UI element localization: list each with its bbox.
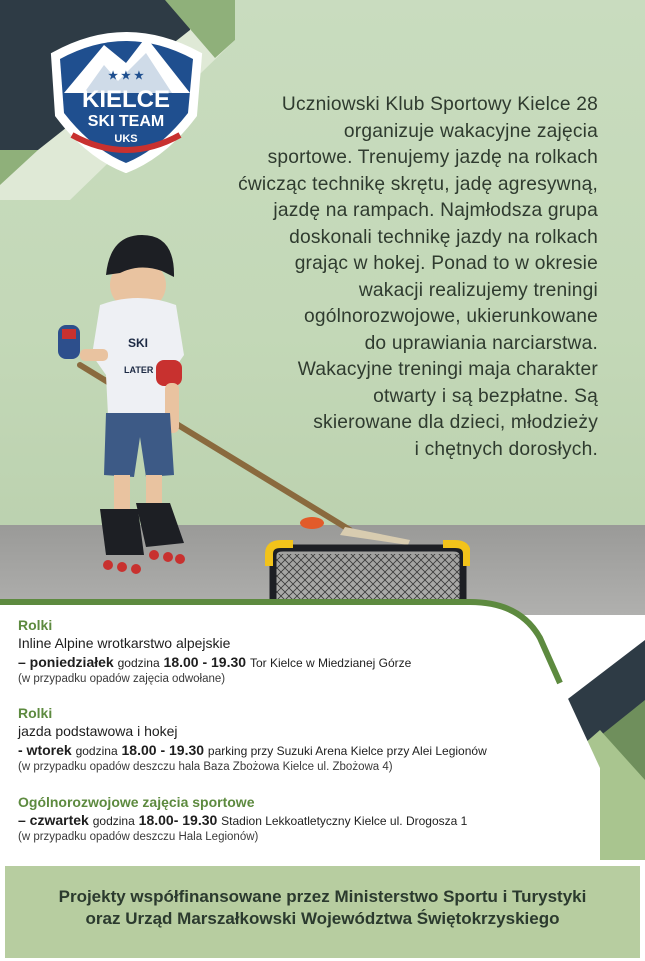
intro-paragraph (150, 92, 598, 463)
intro-line: Uczniowski Klub Sportowy Kielce 28 (281, 94, 598, 115)
schedule-title: Inline Alpine wrotkarstwo alpejskie (18, 635, 231, 651)
intro-line: doskonali technikę jazdy na rolkach (289, 226, 598, 248)
intro-line: ogólnorozwojowe, ukierunkowane (304, 306, 598, 327)
schedule-hours: 18.00 - 19.30 (121, 742, 205, 758)
footer-line-2: oraz Urząd Marszałkowski Województwa Świętokrzyskiego (85, 909, 560, 928)
schedule-title: jazda podstawowa i hokej (18, 723, 178, 739)
schedule-day: - wtorek (18, 742, 72, 758)
schedule-hour-label: godzina (75, 744, 118, 758)
schedule-place: Stadion Lekkoatletyczny Kielce ul. Drogosza 1 (221, 814, 468, 828)
footer-text (5, 886, 640, 930)
schedule-place: parking przy Suzuki Arena Kielce przy Alei Legionów (207, 744, 487, 758)
intro-line: Wakacyjne treningi maja charakter (297, 359, 598, 380)
schedule-day: – poniedziałek (18, 654, 114, 670)
schedule-place: Tor Kielce w Miedzianej Górze (249, 656, 412, 670)
right-skate (136, 503, 184, 547)
schedule-category: Rolki (18, 617, 53, 633)
logo-line3: UKS (114, 133, 138, 145)
intro-line: otwarty i są bezpłatne. Są (373, 385, 598, 407)
intro-line: skierowane dla dzieci, młodzieży (313, 412, 598, 433)
schedule-hours: 18.00- 19.30 (138, 812, 218, 828)
schedule-item-2 (18, 704, 598, 775)
logo-line2: SKI TEAM (87, 113, 165, 130)
shirt-text-1: SKI (128, 336, 149, 350)
intro-line: ćwicząc technikę skrętu, jadę agresywną, (238, 173, 598, 195)
logo-stars: ★ ★ ★ (108, 70, 144, 82)
footer-banner (5, 866, 640, 958)
intro-line: jazdę na rampach. Najmłodsza grupa (273, 200, 598, 221)
schedule-item-1 (18, 616, 598, 687)
puck (300, 517, 324, 529)
schedule-hours: 18.00 - 19.30 (163, 654, 247, 670)
intro-line: sportowe. Trenujemy jazdę na rolkach (267, 147, 598, 168)
footer-line-1: Projekty współfinansowane przez Ministerstwo Sportu i Turystyki (58, 887, 587, 906)
shirt-text-2: LATER (124, 365, 154, 375)
schedule-day: – czwartek (18, 812, 89, 828)
left-skate (100, 509, 144, 555)
schedule-section (0, 600, 645, 865)
intro-line: i chętnych dorosłych. (414, 438, 598, 460)
schedule-note: (w przypadku opadów zajęcia odwołane) (18, 673, 226, 685)
schedule-hour-label: godzina (117, 656, 160, 670)
schedule-item-3 (18, 793, 598, 845)
schedule-note: (w przypadku opadów deszczu Hala Legionów) (18, 831, 259, 843)
intro-line: organizuje wakacyjne zajęcia (343, 120, 598, 142)
schedule-category: Ogólnorozwojowe zajęcia sportowe (18, 794, 255, 810)
intro-line: wakacji realizujemy treningi (358, 279, 598, 301)
schedule-category: Rolki (18, 705, 53, 721)
logo-line1: KIELCE (81, 86, 171, 113)
intro-line: grając w hokej. Ponad to w okresie (294, 253, 598, 274)
intro-line: do uprawiania narciarstwa. (364, 332, 598, 354)
schedule-hour-label: godzina (92, 814, 135, 828)
schedule-note: (w przypadku opadów deszczu hala Baza Zbożowa Kielce ul. Zbożowa 4) (18, 761, 393, 773)
